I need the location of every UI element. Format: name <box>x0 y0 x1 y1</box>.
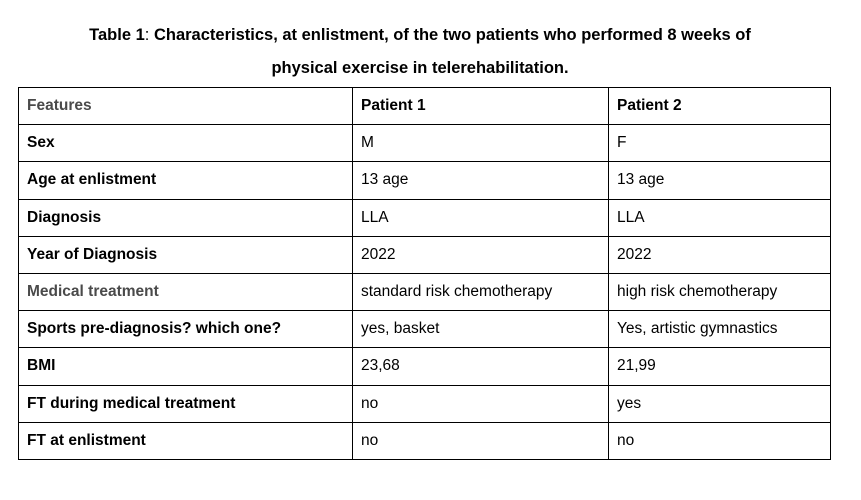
patient-2-cell: yes <box>609 385 831 422</box>
header-features: Features <box>19 88 353 125</box>
caption-text-1: Characteristics, at enlistment, of the two patients who performed 8 weeks of <box>149 26 751 44</box>
patient-1-cell: LLA <box>353 199 609 236</box>
feature-cell: Sports pre-diagnosis? which one? <box>19 311 353 348</box>
table-row <box>19 162 831 199</box>
table-row <box>19 273 831 310</box>
table-row <box>19 348 831 385</box>
patient-1-cell: 13 age <box>353 162 609 199</box>
patient-1-cell: no <box>353 422 609 459</box>
table-header-row <box>19 88 831 125</box>
caption-label: Table 1 <box>89 26 145 44</box>
table-row <box>19 422 831 459</box>
feature-cell: FT at enlistment <box>19 422 353 459</box>
table-row <box>19 199 831 236</box>
feature-cell: Year of Diagnosis <box>19 236 353 273</box>
patient-1-cell: no <box>353 385 609 422</box>
caption-line-2: physical exercise in telerehabilitation. <box>271 59 569 77</box>
feature-cell: Medical treatment <box>19 273 353 310</box>
header-patient-1: Patient 1 <box>353 88 609 125</box>
feature-cell: Age at enlistment <box>19 162 353 199</box>
table-row <box>19 236 831 273</box>
patient-1-cell: 23,68 <box>353 348 609 385</box>
patient-2-cell: Yes, artistic gymnastics <box>609 311 831 348</box>
patient-2-cell: high risk chemotherapy <box>609 273 831 310</box>
characteristics-table <box>18 87 831 460</box>
patient-1-cell: yes, basket <box>353 311 609 348</box>
patient-2-cell: 2022 <box>609 236 831 273</box>
table-row <box>19 125 831 162</box>
table-row <box>19 385 831 422</box>
feature-cell: Sex <box>19 125 353 162</box>
patient-2-cell: no <box>609 422 831 459</box>
caption-separator: : <box>144 26 150 44</box>
feature-cell: FT during medical treatment <box>19 385 353 422</box>
patient-2-cell: 21,99 <box>609 348 831 385</box>
header-patient-2: Patient 2 <box>609 88 831 125</box>
patient-1-cell: M <box>353 125 609 162</box>
patient-2-cell: LLA <box>609 199 831 236</box>
feature-cell: Diagnosis <box>19 199 353 236</box>
patient-2-cell: F <box>609 125 831 162</box>
caption-line-1 <box>20 19 820 52</box>
table-caption <box>20 19 820 85</box>
patient-2-cell: 13 age <box>609 162 831 199</box>
patient-1-cell: standard risk chemotherapy <box>353 273 609 310</box>
patient-1-cell: 2022 <box>353 236 609 273</box>
feature-cell: BMI <box>19 348 353 385</box>
table-row <box>19 311 831 348</box>
